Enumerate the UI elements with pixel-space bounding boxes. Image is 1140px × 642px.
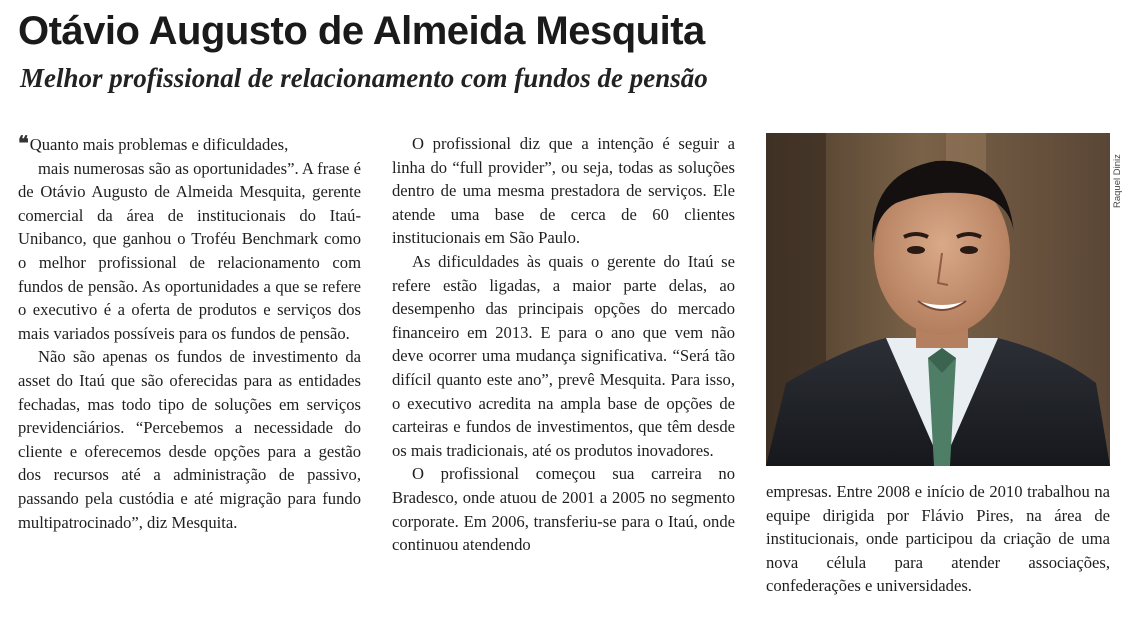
paragraph: empresas. Entre 2008 e início de 2010 trabalhou na equipe dirigida por Flávio Pires, na área de institucionais, onde participou da criação de uma nova célula para atender associações, confederações e universidades.	[766, 482, 1110, 596]
text-column-1	[18, 132, 361, 534]
photo-credit: Raquel Diniz	[1112, 154, 1123, 208]
article-title: Otávio Augusto de Almeida Mesquita	[18, 9, 705, 53]
paragraph: As dificuldades às quais o gerente do Itaú se refere estão ligadas, a maior parte delas, ao desempenho das principais opções do mercado financeiro em 2013. E para o ano que vem não deve ocorrer uma mudança significativa. “Será tão difícil quanto este ano”, prevê Mesquita. Para isso, o executivo acredita na ampla base de opções de carteiras e fundos de investimentos, que têm desde os mais tradicionais, até os produtos inovadores.	[392, 251, 735, 460]
paragraph: O profissional começou sua carreira no Bradesco, onde atuou de 2001 a 2005 no segmento corporate. Em 2006, transferiu-se para o Itaú, onde continuou atendendo	[392, 464, 735, 555]
text-column-2	[392, 132, 735, 557]
paragraph: Não são apenas os fundos de investimento da asset do Itaú que são oferecidas para as entidades fechadas, mas todo tipo de soluções em serviços previdenciários. “Percebemos a necessidade do cliente e oferecemos desde opções para a gestão dos recursos até a administração de passivo, passando pela custódia e até migração para fundo multipatrocinado”, diz Mesquita.	[18, 347, 361, 532]
article-subtitle: Melhor profissional de relacionamento com fundos de pensão	[20, 63, 708, 93]
text-column-3	[766, 480, 1110, 598]
portrait-photo	[766, 133, 1110, 466]
paragraph-text: A frase é de Otávio Augusto de Almeida Mesquita, gerente comercial da área de institucionais do Itaú-Unibanco, que ganhou o Troféu Benchmark como o melhor profissional de relacionamento com fundos de pensão. As oportunidades a que se refere o executivo é a oferta de produtos e serviços dos mais variados possíveis para os fundos de pensão.	[18, 158, 361, 343]
paragraph: O profissional diz que a intenção é seguir a linha do “full provider”, ou seja, todas as soluções dentro de uma mesma prestadora de serviços. Ele atende uma base de cerca de 60 clientes institucionais em São Paulo.	[392, 134, 735, 248]
lead-line-2: mais numerosas são as oportunidades”.	[38, 158, 299, 178]
lead-line-1: Quanto mais problemas e dificuldades,	[29, 135, 289, 154]
paragraph	[18, 132, 361, 345]
quote-open-icon: ❝	[18, 131, 27, 155]
